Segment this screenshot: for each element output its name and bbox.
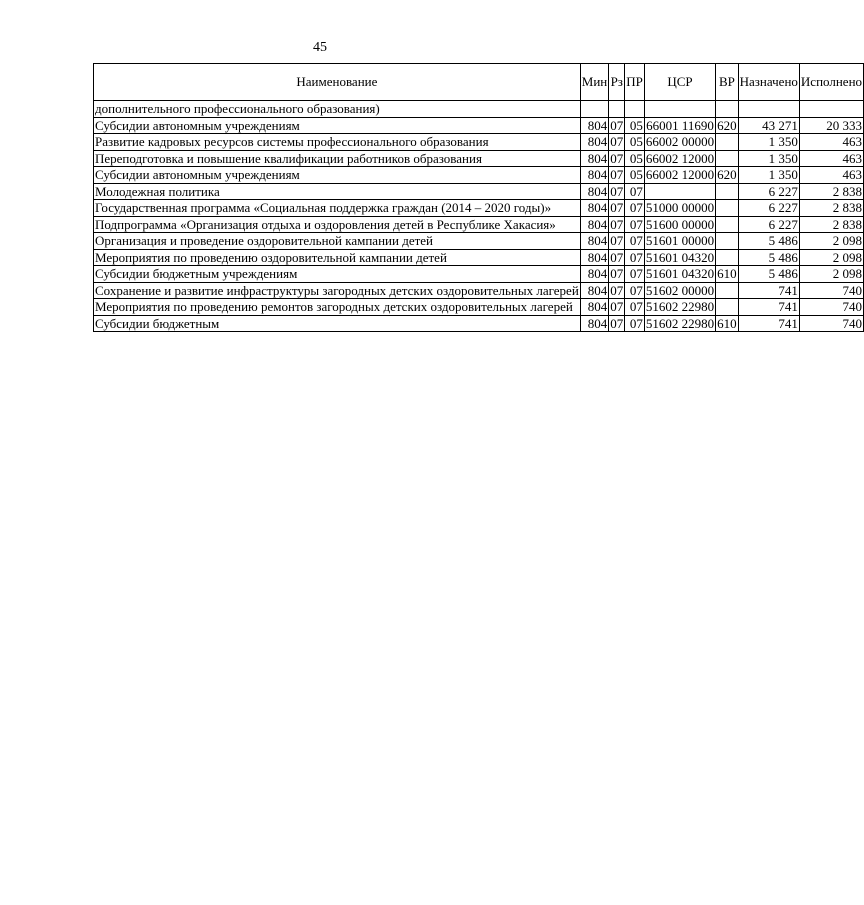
- table-row: [94, 282, 864, 299]
- cell-rz: 07: [610, 233, 624, 248]
- cell-rz: 07: [610, 134, 624, 149]
- table-row: [94, 134, 864, 151]
- cell-csr: [644, 101, 715, 118]
- header-vr: ВР: [716, 64, 739, 101]
- cell-nazn: 6 227: [738, 200, 799, 217]
- cell-rz: 07: [610, 249, 624, 265]
- cell-csr: 51602 22980: [645, 299, 715, 314]
- cell-rz: 07: [610, 282, 624, 298]
- cell-name: Сохранение и развитие инфраструктуры загородных детских оздоровительных лагерей: [95, 282, 579, 298]
- cell-name: Молодежная политика: [94, 183, 581, 200]
- cell-rz: 07: [610, 200, 624, 215]
- cell-csr: 51602 22980: [645, 315, 715, 331]
- cell-min: 804: [580, 134, 608, 151]
- cell-min: 804: [580, 282, 608, 299]
- cell-name: Мероприятия по проведению оздоровительной кампании детей: [94, 249, 581, 266]
- table-row: [94, 150, 864, 167]
- header-csr: ЦСР: [644, 64, 715, 101]
- page-number: 45: [313, 40, 327, 55]
- cell-rz: 07: [610, 299, 624, 314]
- cell-pr: 07: [625, 216, 645, 233]
- table-row: [94, 315, 864, 332]
- cell-csr: 51000 00000: [645, 200, 715, 215]
- cell-vr: 620: [717, 117, 737, 133]
- table-row: [94, 249, 864, 266]
- cell-pr: 07: [625, 233, 645, 250]
- cell-nazn: [738, 101, 799, 118]
- cell-nazn: 6 227: [738, 183, 799, 200]
- cell-vr: [716, 249, 739, 266]
- cell-rz: 07: [610, 167, 624, 182]
- header-pr: ПР: [625, 64, 645, 101]
- cell-min: 804: [580, 233, 608, 250]
- cell-isp: 463: [799, 167, 863, 184]
- table-row: [94, 183, 864, 200]
- cell-min: 804: [580, 299, 608, 316]
- cell-name: Подпрограмма «Организация отдыха и оздоровления детей в Республике Хакасия»: [94, 216, 581, 233]
- cell-isp: 463: [799, 134, 863, 151]
- cell-nazn: 1 350: [738, 167, 799, 184]
- cell-name: Переподготовка и повышение квалификации работников образования: [94, 150, 581, 167]
- cell-isp: 740: [799, 315, 863, 332]
- header-isp: Исполнено: [799, 64, 863, 101]
- cell-isp: 463: [799, 150, 863, 167]
- cell-rz: 07: [610, 150, 624, 166]
- table-row: [94, 216, 864, 233]
- cell-isp: 2 838: [799, 183, 863, 200]
- table-row: [94, 299, 864, 316]
- cell-vr: [716, 101, 739, 118]
- cell-pr: 07: [625, 200, 645, 217]
- table-row: [94, 266, 864, 283]
- cell-name: Субсидии автономным учреждениям: [94, 117, 581, 134]
- cell-min: 804: [580, 117, 608, 134]
- cell-isp: 2 838: [799, 216, 863, 233]
- cell-rz: 07: [610, 216, 624, 232]
- cell-name: Мероприятия по проведению ремонтов загородных детских оздоровительных лагерей: [94, 299, 581, 316]
- cell-csr: 51601 00000: [645, 233, 715, 248]
- cell-vr: [716, 150, 739, 167]
- cell-isp: 20 333: [799, 117, 863, 134]
- cell-name: Развитие кадровых ресурсов системы профессионального образования: [94, 134, 581, 151]
- cell-rz: 07: [610, 117, 624, 133]
- cell-min: 804: [580, 315, 608, 332]
- cell-pr: 05: [625, 150, 645, 167]
- cell-nazn: 5 486: [738, 233, 799, 250]
- cell-vr: [716, 216, 739, 233]
- cell-vr: [716, 200, 739, 217]
- cell-nazn: 43 271: [738, 117, 799, 134]
- table-row: [94, 117, 864, 134]
- cell-csr: 66002 12000: [645, 150, 715, 166]
- cell-name: Государственная программа «Социальная поддержка граждан (2014 – 2020 годы)»: [94, 200, 581, 217]
- cell-rz: 07: [610, 183, 624, 199]
- cell-vr: [716, 282, 739, 299]
- cell-name: Организация и проведение оздоровительной кампании детей: [94, 233, 581, 250]
- cell-nazn: 1 350: [738, 134, 799, 151]
- cell-csr: 51602 00000: [645, 282, 715, 298]
- cell-rz: [609, 101, 625, 118]
- cell-vr: [716, 233, 739, 250]
- cell-isp: 740: [799, 282, 863, 299]
- cell-vr: 620: [717, 167, 737, 182]
- cell-csr: 66002 12000: [645, 167, 715, 182]
- table-row: [94, 167, 864, 184]
- cell-name: Субсидии автономным учреждениям: [94, 167, 581, 184]
- cell-name: дополнительного профессионального образования): [94, 101, 581, 118]
- cell-isp: 2 098: [799, 266, 863, 283]
- cell-min: 804: [580, 150, 608, 167]
- cell-pr: 07: [625, 299, 645, 316]
- cell-min: 804: [580, 183, 608, 200]
- cell-isp: 2 838: [799, 200, 863, 217]
- cell-min: [580, 101, 608, 118]
- cell-csr: [644, 183, 715, 200]
- header-min: Мин: [580, 64, 608, 101]
- cell-pr: 05: [625, 167, 645, 184]
- cell-vr: 610: [717, 315, 737, 331]
- cell-min: 804: [580, 167, 608, 184]
- cell-csr: 51600 00000: [645, 216, 715, 232]
- cell-name: Субсидии бюджетным учреждениям: [94, 266, 581, 283]
- cell-pr: 05: [625, 117, 645, 134]
- budget-table: [93, 63, 864, 332]
- cell-rz: 07: [610, 266, 624, 281]
- cell-min: 804: [580, 200, 608, 217]
- cell-nazn: 5 486: [738, 249, 799, 266]
- cell-nazn: 741: [738, 315, 799, 332]
- cell-nazn: 741: [738, 299, 799, 316]
- cell-isp: 2 098: [799, 233, 863, 250]
- cell-pr: 07: [625, 249, 645, 266]
- header-name: Наименование: [94, 64, 581, 101]
- cell-nazn: 6 227: [738, 216, 799, 233]
- cell-min: 804: [580, 216, 608, 233]
- cell-vr: [716, 183, 739, 200]
- cell-min: 804: [580, 249, 608, 266]
- cell-isp: 2 098: [799, 249, 863, 266]
- cell-pr: 05: [625, 134, 645, 151]
- cell-rz: 07: [610, 315, 624, 331]
- cell-isp: 740: [799, 299, 863, 316]
- table-row: [94, 233, 864, 250]
- cell-isp: [799, 101, 863, 118]
- cell-name: Субсидии бюджетным: [94, 315, 581, 332]
- table-header-row: [94, 64, 864, 101]
- header-nazn: Назначено: [738, 64, 799, 101]
- cell-nazn: 741: [738, 282, 799, 299]
- cell-vr: [716, 299, 739, 316]
- table-row: [94, 200, 864, 217]
- cell-pr: [625, 101, 645, 118]
- table-row: [94, 101, 864, 118]
- cell-pr: 07: [625, 315, 645, 332]
- cell-csr: 66001 11690: [646, 117, 714, 133]
- cell-nazn: 5 486: [738, 266, 799, 283]
- cell-vr: [716, 134, 739, 151]
- cell-vr: 610: [717, 266, 737, 281]
- cell-min: 804: [580, 266, 608, 283]
- cell-pr: 07: [625, 183, 645, 200]
- header-rz: Рз: [609, 64, 625, 101]
- cell-nazn: 1 350: [738, 150, 799, 167]
- cell-csr: 66002 00000: [645, 134, 715, 149]
- cell-pr: 07: [625, 282, 645, 299]
- cell-pr: 07: [625, 266, 645, 283]
- cell-csr: 51601 04320: [645, 266, 715, 281]
- cell-csr: 51601 04320: [645, 249, 715, 265]
